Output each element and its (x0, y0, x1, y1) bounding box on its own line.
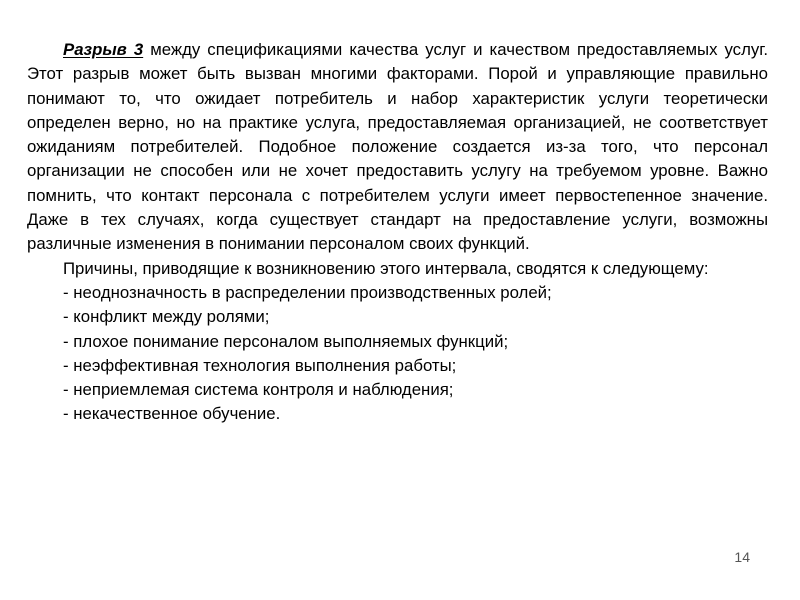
paragraph-causes: Причины, приводящие к возникновению этого интервала, сводятся к следующему: (63, 258, 709, 278)
list-item: - некачественное обучение. (63, 404, 281, 424)
paragraph-gap-3-text: между спецификациями качества услуг и качеством предоставляемых услуг. Этот разрыв может быть вызван многими факторами. Порой и управляющие правильно понимают то, что ожидает потребитель и набор характеристик услуги теоретически определен верно, но на практике услуга, предоставляемая организацией, не соответствует ожиданиям потребителей. Подобное положение создается из-за того, что персонал организации не способен или не хочет предоставить услугу на требуемом уровне. Важно помнить, что контакт персонала с потребителем услуги имеет первостепенное значение. Даже в тех случаях, когда существует стандарт на предоставление услуги, возможны различные изменения в понимании персоналом своих функций. (27, 40, 768, 254)
list-item: - конфликт между ролями; (63, 307, 270, 327)
slide-body (27, 38, 768, 427)
list-item: - плохое понимание персоналом выполняемых функций; (63, 331, 509, 351)
causes-list (27, 281, 768, 427)
list-item: - неэффективная технология выполнения работы; (63, 355, 457, 375)
list-item: - неприемлемая система контроля и наблюдения; (63, 380, 454, 400)
page-number: 14 (734, 549, 750, 565)
gap-term: Разрыв 3 (63, 40, 144, 59)
list-item: - неоднозначность в распределении производственных ролей; (63, 282, 552, 302)
paragraph-gap-3 (27, 38, 768, 257)
